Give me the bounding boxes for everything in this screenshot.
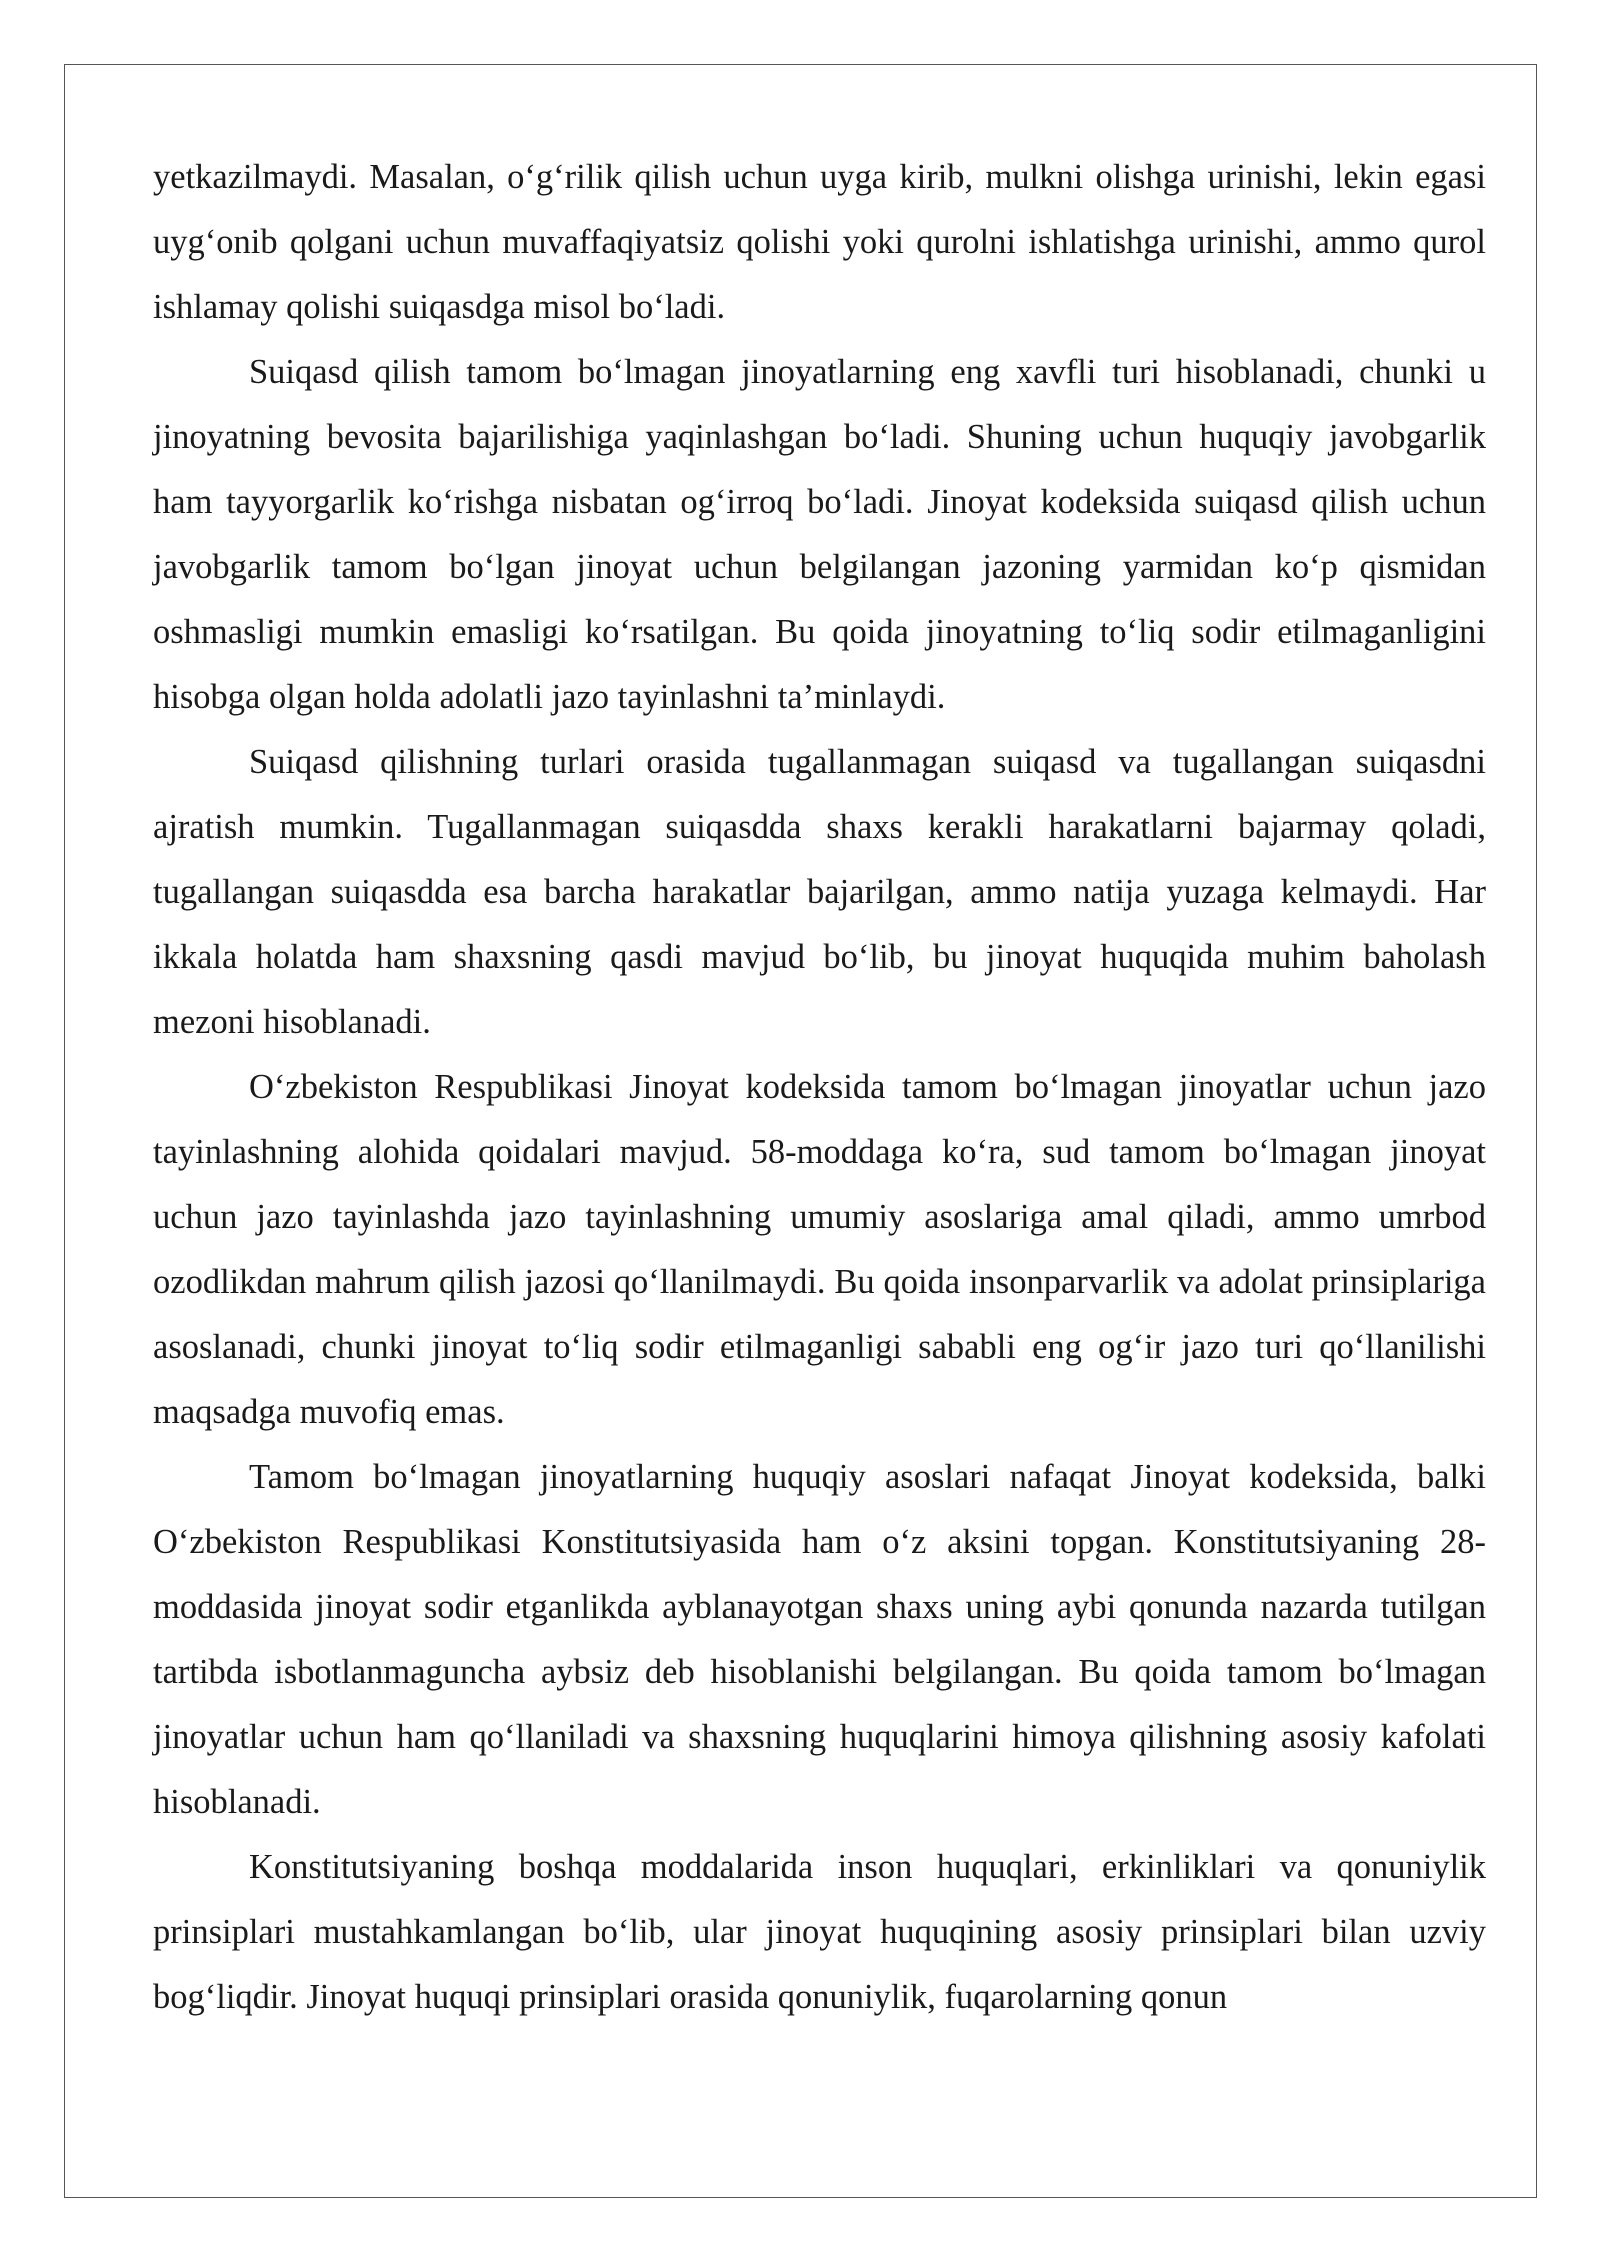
paragraph-2: Suiqasd qilish tamom bo‘lmagan jinoyatlarning eng xavfli turi hisoblanadi, chunki u jinoyatning bevosita bajarilishiga yaqinlashgan bo‘ladi. Shuning uchun huquqiy javobgarlik ham tayyorgarlik ko‘rishga nisbatan og‘irroq bo‘ladi. Jinoyat kodeksida suiqasd qilish uchun javobgarlik tamom bo‘lgan jinoyat uchun belgilangan jazoning yarmidan ko‘p qismidan oshmasligi mumkin emasligi ko‘rsatilgan. Bu qoida jinoyatning to‘liq sodir etilmaganligini hisobga olgan holda adolatli jazo tayinlashni ta’minlaydi. [153,353,1486,716]
paragraph-3: Suiqasd qilishning turlari orasida tugallanmagan suiqasd va tugallangan suiqasdni ajratish mumkin. Tugallanmagan suiqasdda shaxs kerakli harakatlarni bajarmay qoladi, tugallangan suiqasdda esa barcha harakatlar bajarilgan, ammo natija yuzaga kelmaydi. Har ikkala holatda ham shaxsning qasdi mavjud bo‘lib, bu jinoyat huquqida muhim baholash mezoni hisoblanadi. [153,743,1486,1041]
paragraph-4: O‘zbekiston Respublikasi Jinoyat kodeksida tamom bo‘lmagan jinoyatlar uchun jazo tayinlashning alohida qoidalari mavjud. 58-moddaga ko‘ra, sud tamom bo‘lmagan jinoyat uchun jazo tayinlashda jazo tayinlashning umumiy asoslariga amal qiladi, ammo umrbod ozodlikdan mahrum qilish jazosi qo‘llanilmaydi. Bu qoida insonparvarlik va adolat prinsiplariga asoslanadi, chunki jinoyat to‘liq sodir etilmaganligi sababli eng og‘ir jazo turi qo‘llanilishi maqsadga muvofiq emas. [153,1068,1486,1431]
paragraph-6: Konstitutsiyaning boshqa moddalarida inson huquqlari, erkinliklari va qonuniylik prinsiplari mustahkamlangan bo‘lib, ular jinoyat huquqining asosiy prinsiplari bilan uzviy bog‘liqdir. Jinoyat huquqi prinsiplari orasida qonuniylik, fuqarolarning qonun [153,1848,1486,2016]
paragraph-5: Tamom bo‘lmagan jinoyatlarning huquqiy asoslari nafaqat Jinoyat kodeksida, balki O‘zbekiston Respublikasi Konstitutsiyasida ham o‘z aksini topgan. Konstitutsiyaning 28-moddasida jinoyat sodir etganlikda ayblanayotgan shaxs uning aybi qonunda nazarda tutilgan tartibda isbotlanmaguncha aybsiz deb hisoblanishi belgilangan. Bu qoida tamom bo‘lmagan jinoyatlar uchun ham qo‘llaniladi va shaxsning huquqlarini himoya qilishning asosiy kafolati hisoblanadi. [153,1458,1486,1821]
document-body [153,145,1486,2030]
paragraph-1: yetkazilmaydi. Masalan, o‘g‘rilik qilish uchun uyga kirib, mulkni olishga urinishi, lekin egasi uyg‘onib qolgani uchun muvaffaqiyatsiz qolishi yoki qurolni ishlatishga urinishi, ammo qurol ishlamay qolishi suiqasdga misol bo‘ladi. [153,158,1486,326]
